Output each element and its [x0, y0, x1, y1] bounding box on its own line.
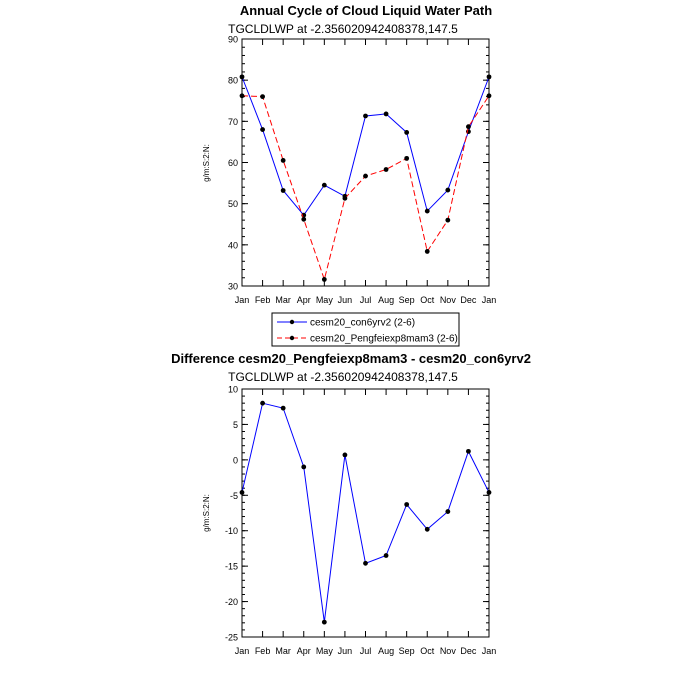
chart1-xtick-label: May — [315, 295, 333, 305]
chart2-xtick-label: Aug — [378, 646, 395, 656]
chart2-ytick-label: -10 — [224, 526, 238, 537]
chart1-ytick-label: 30 — [227, 281, 238, 292]
chart1-ylabel: g/m:S:2:N: — [202, 144, 211, 182]
chart1-series-2-point — [301, 217, 306, 222]
chart1-series-1-point — [240, 74, 245, 79]
chart2-xtick-label: Oct — [420, 646, 435, 656]
chart1-series-2-point — [322, 277, 327, 282]
chart1-ytick-label: 60 — [227, 158, 238, 168]
chart2-xtick-label: Apr — [296, 646, 311, 656]
chart2-plot-area — [225, 385, 496, 657]
chart2-xtick-label: Jan — [234, 646, 250, 656]
chart1-ytick-label: 40 — [227, 240, 238, 251]
chart1-xtick-label: Dec — [460, 295, 477, 305]
chart2-ytick-label: 5 — [232, 419, 238, 430]
chart1-series-1-point — [425, 209, 430, 214]
chart1-subtitle: TGCLDLWP at -2.356020942408378,147.5 — [228, 22, 458, 36]
chart1-frame — [242, 39, 489, 286]
chart2-series-1-point — [466, 449, 471, 454]
chart1-ytick-label: 50 — [227, 199, 238, 210]
legend-label-series-1: cesm20_con6yrv2 (2-6) — [310, 317, 416, 329]
chart1-xtick-label: Mar — [275, 295, 291, 305]
chart1-xtick-label: Jul — [359, 295, 372, 305]
chart1-series-2-point — [260, 94, 265, 99]
chart1-series-2-point — [281, 158, 286, 163]
chart1-xtick-label: Oct — [420, 295, 435, 305]
chart1-ytick-label: 70 — [227, 116, 238, 127]
chart2-xtick-label: Jan — [481, 646, 497, 656]
chart2-ytick-label: -15 — [224, 561, 238, 572]
chart2-series-1-point — [404, 502, 409, 507]
legend-label-series-2: cesm20_Pengfeiexp8mam3 (2-6) — [310, 333, 458, 345]
chart1-xtick-label: Jan — [481, 295, 497, 305]
chart1-series-1-line — [242, 77, 489, 215]
chart2-series-1-point — [445, 509, 450, 514]
chart2-xtick-label: Dec — [460, 646, 477, 656]
chart1-series-1-point — [363, 114, 368, 119]
chart2-series-1-point — [301, 465, 306, 470]
chart2-ytick-label: 0 — [232, 455, 238, 466]
chart2-xtick-label: Feb — [254, 646, 271, 656]
chart1-series-2-point — [466, 124, 471, 129]
chart1-plot-area — [228, 35, 496, 306]
chart2-ytick-label: 10 — [227, 384, 238, 395]
chart2-ylabel: g/m:S:2:N: — [202, 494, 211, 532]
chart1-series-2-line — [242, 96, 489, 280]
chart1-series-2-point — [425, 249, 430, 254]
chart2-series-1-point — [487, 490, 492, 495]
chart2-ytick-label: -20 — [224, 597, 238, 608]
chart1-series-1-point — [404, 130, 409, 135]
chart1-series-1-point — [384, 112, 389, 117]
chart1-series-1-point — [260, 127, 265, 132]
chart1-series-2-point — [487, 93, 492, 98]
chart1-xtick-label: Jun — [337, 295, 353, 305]
chart1-xtick-label: Apr — [296, 295, 311, 305]
chart2-series-1-point — [281, 406, 286, 411]
chart1-series-2-point — [343, 196, 348, 201]
chart2-xtick-label: Sep — [398, 646, 415, 656]
chart1-series-1-point — [281, 188, 286, 193]
chart1-legend — [272, 313, 459, 346]
chart1-title: Annual Cycle of Cloud Liquid Water Path — [239, 3, 493, 18]
chart2-series-1-point — [260, 401, 265, 406]
chart2-xtick-label: Mar — [275, 646, 291, 656]
chart1-series-1-point — [322, 183, 327, 188]
chart2-series-1-point — [425, 527, 430, 532]
chart2-series-1-point — [240, 490, 245, 495]
chart2-series-1-point — [343, 452, 348, 457]
chart1-xtick-label: Nov — [439, 295, 456, 305]
chart2-subtitle: TGCLDLWP at -2.356020942408378,147.5 — [228, 370, 458, 384]
chart2-ytick-label: -25 — [224, 632, 238, 643]
chart1-ytick-label: 90 — [227, 34, 238, 45]
chart1-series-2-point — [445, 218, 450, 223]
chart2-xtick-label: May — [315, 646, 333, 656]
chart2-frame — [242, 389, 489, 637]
chart2-xtick-label: Nov — [439, 646, 456, 656]
chart1-series-2-point — [384, 167, 389, 172]
chart1-series-2-point — [240, 93, 245, 98]
chart2-series-1-point — [322, 620, 327, 625]
chart1-series-1-point — [445, 188, 450, 193]
legend-marker-series-1 — [290, 320, 294, 324]
chart1-xtick-label: Aug — [378, 295, 395, 305]
chart1-xtick-label: Sep — [398, 295, 415, 305]
chart1-ytick-label: 80 — [227, 75, 238, 86]
chart2-xtick-label: Jun — [337, 646, 353, 656]
chart1-xtick-label: Jan — [234, 295, 250, 305]
chart2-xtick-label: Jul — [359, 646, 372, 656]
legend-marker-series-2 — [290, 336, 294, 340]
chart1-xtick-label: Feb — [254, 295, 271, 305]
chart1-series-2-point — [363, 174, 368, 179]
chart2-series-1-point — [363, 561, 368, 566]
chart1-series-2-point — [404, 156, 409, 161]
chart2-ytick-label: -5 — [229, 490, 238, 501]
chart2-title: Difference cesm20_Pengfeiexp8mam3 - cesm20_con6yrv2 — [171, 351, 531, 366]
chart2-series-1-point — [384, 553, 389, 558]
chart1-series-1-point — [487, 74, 492, 79]
chart2-series-1-line — [242, 403, 489, 622]
